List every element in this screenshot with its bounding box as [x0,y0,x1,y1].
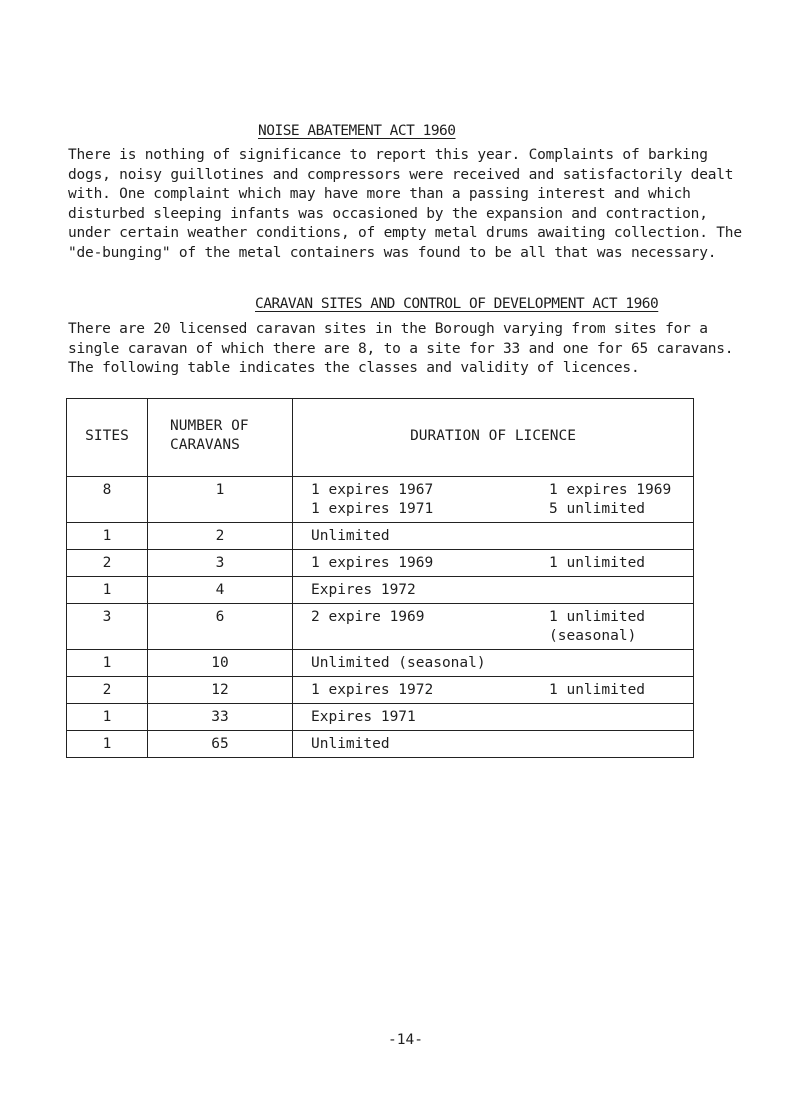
duration-left: Expires 1972 [311,582,416,598]
duration-left: Unlimited (seasonal) [311,655,486,671]
duration-left: 1 expires 1967 1 expires 1971 [311,482,434,517]
duration-left: 1 expires 1972 [311,682,434,698]
page-number: -14- [388,1032,423,1048]
duration-left: 1 expires 1969 [311,555,434,571]
noise-paragraph: There is nothing of significance to report this year. Complaints of barking dogs, noisy guillotines and compressors were received and satisfactorily dealt with. One complaint which may have more than a passing interest and which disturbed sleeping infants was occasioned by the expansion and contraction, under certain weather conditions, of empty metal drums awaiting collection. The "de-bunging" of the metal containers was found to be all that was necessary. [68,147,742,261]
number-cell: 1 [148,477,293,523]
number-cell: 6 [148,604,293,650]
table-row [67,477,694,523]
caravan-act-heading: CARAVAN SITES AND CONTROL OF DEVELOPMENT ACT 1960 [255,296,659,312]
table-row [67,577,694,604]
duration-cell [293,677,694,704]
duration-right: 1 unlimited [549,682,646,698]
sites-cell: 1 [67,577,148,604]
table-header-row [67,399,694,477]
duration-right: 1 unlimited [549,555,646,571]
duration-cell [293,577,694,604]
sites-column-header: SITES [67,399,148,477]
duration-cell [293,604,694,650]
duration-right: 1 unlimited (seasonal) [549,609,646,644]
sites-cell: 1 [67,650,148,677]
duration-cell [293,550,694,577]
duration-cell [293,477,694,523]
noise-act-heading: NOISE ABATEMENT ACT 1960 [258,123,456,139]
duration-left: Unlimited [311,528,390,544]
duration-column-header: DURATION OF LICENCE [293,399,694,477]
sites-cell: 1 [67,731,148,758]
duration-left: Expires 1971 [311,709,416,725]
table-row [67,704,694,731]
number-cell: 4 [148,577,293,604]
sites-cell: 2 [67,550,148,577]
sites-cell: 8 [67,477,148,523]
table-row [67,550,694,577]
number-cell: 65 [148,731,293,758]
table-row [67,523,694,550]
sites-cell: 1 [67,704,148,731]
number-cell: 10 [148,650,293,677]
table-row [67,604,694,650]
duration-cell [293,731,694,758]
duration-right: 1 expires 1969 5 unlimited [549,482,672,517]
number-cell: 12 [148,677,293,704]
duration-cell [293,523,694,550]
number-cell: 33 [148,704,293,731]
duration-cell [293,650,694,677]
table-row [67,650,694,677]
caravan-paragraph: There are 20 licensed caravan sites in the Borough varying from sites for a single caravan of which there are 8, to a site for 33 and one for 65 caravans. The following table indicates the classes and validity of licences. [68,321,734,377]
sites-cell: 3 [67,604,148,650]
duration-cell [293,704,694,731]
number-column-header: NUMBER OF CARAVANS [148,399,293,477]
duration-left: Unlimited [311,736,390,752]
sites-cell: 1 [67,523,148,550]
number-cell: 2 [148,523,293,550]
caravan-sites-table [66,398,694,758]
table-row [67,677,694,704]
table-row [67,731,694,758]
duration-left: 2 expire 1969 [311,609,425,625]
sites-cell: 2 [67,677,148,704]
number-cell: 3 [148,550,293,577]
